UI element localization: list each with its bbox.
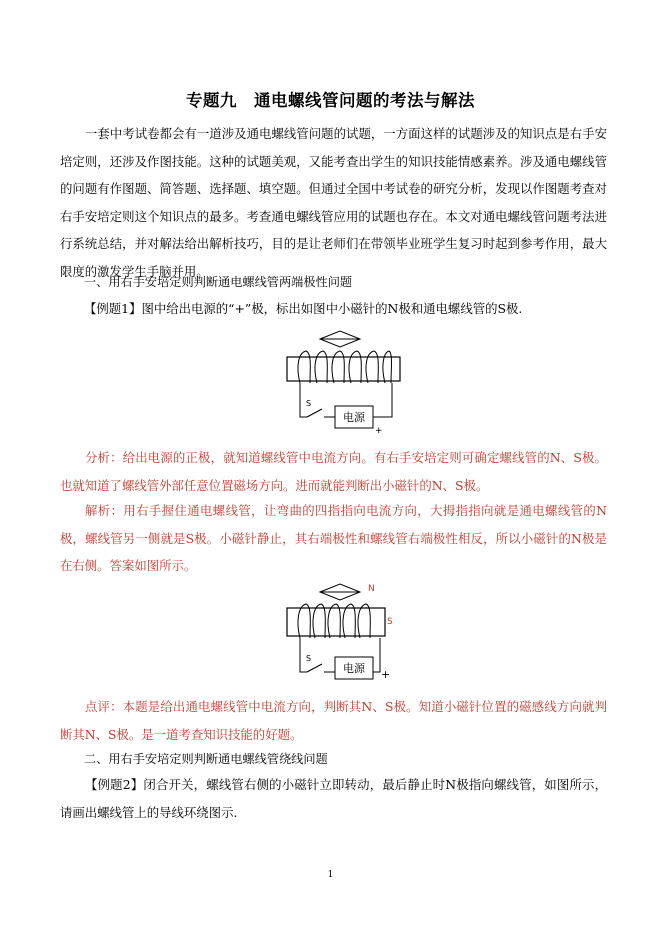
needle-n-label: N (368, 584, 375, 594)
comment-paragraph: 点评：本题是给出通电螺线管中电流方向，判断其N、S极。知道小磁针位置的磁感线方向就判断其N、S极。是一道考查知识技能的好题。 (60, 699, 607, 742)
example-1-text: 【例题1】图中给出电源的“+”极，标出如图中小磁针的N极和通电螺线管的S极. (84, 301, 523, 316)
analysis-paragraph: 分析：给出电源的正极，就知道螺线管中电流方向。有右手安培定则可确定螺线管的N、S极。也就知道了螺线管外部任意位置磁场方向。进而就能判断出小磁针的N、S极。 (60, 450, 607, 493)
solution-paragraph: 解析：用右手握住通电螺线管，让弯曲的四指指向电流方向，大拇指指向就是通电螺线管的N极，螺线管另一侧就是S极。小磁针静止，其右端极性和螺线管右端极性相反，所以小磁针的N极是在右侧。答案如图所示。 (60, 503, 607, 574)
power-source-label: 电源 (343, 411, 365, 424)
figure-1-solenoid-circuit (280, 325, 410, 435)
power-source (335, 657, 373, 679)
intro-paragraph: 一套中考试卷都会有一道涉及通电螺线管问题的试题，一方面这样的试题涉及的知识点是右手安培定则，还涉及作图技能。这种的试题美观，又能考查出学生的知识技能情感素养。涉及通电螺线管的问题有作图题、简答题、选择题、填空题。但通过全国中考试卷的研究分析，发现以作图题考查对右手安培定则这个知识点的最多。考查通电螺线管应用的试题也存在。本文对通电螺线管问题考法进行系统总结，并对解法给出解析技巧，目的是让老师们在带领毕业班学生复习时起到参考作用，最大限度的激发学生手脑并用。 (60, 126, 607, 279)
switch-label: S (306, 399, 312, 408)
solenoid (287, 351, 400, 383)
section-heading-1: 一、用右手安培定则判断通电螺线管两端极性问题 (84, 275, 353, 289)
compass-needle (320, 331, 360, 347)
page-number: 1 (327, 870, 334, 880)
power-source-label: 电源 (343, 662, 365, 675)
section-heading-2: 二、用右手安培定则判断通电螺线管绕线问题 (84, 752, 328, 766)
compass-needle (320, 584, 360, 600)
solenoid (287, 604, 385, 638)
example-2-text: 【例题2】闭合开关，螺线管右侧的小磁针立即转动，最后静止时N极指向螺线管，如图所示，请画出螺线管上的导线环绕图示. (60, 777, 607, 820)
switch-label: S (306, 654, 312, 663)
page-title: 专题九 通电螺线管问题的考法与解法 (186, 91, 475, 110)
power-source (335, 406, 373, 428)
plus-label: + (375, 426, 383, 435)
coil-s-label: S (387, 617, 393, 627)
figure-2-solenoid-answer (280, 580, 410, 690)
plus-label: + (381, 668, 391, 681)
